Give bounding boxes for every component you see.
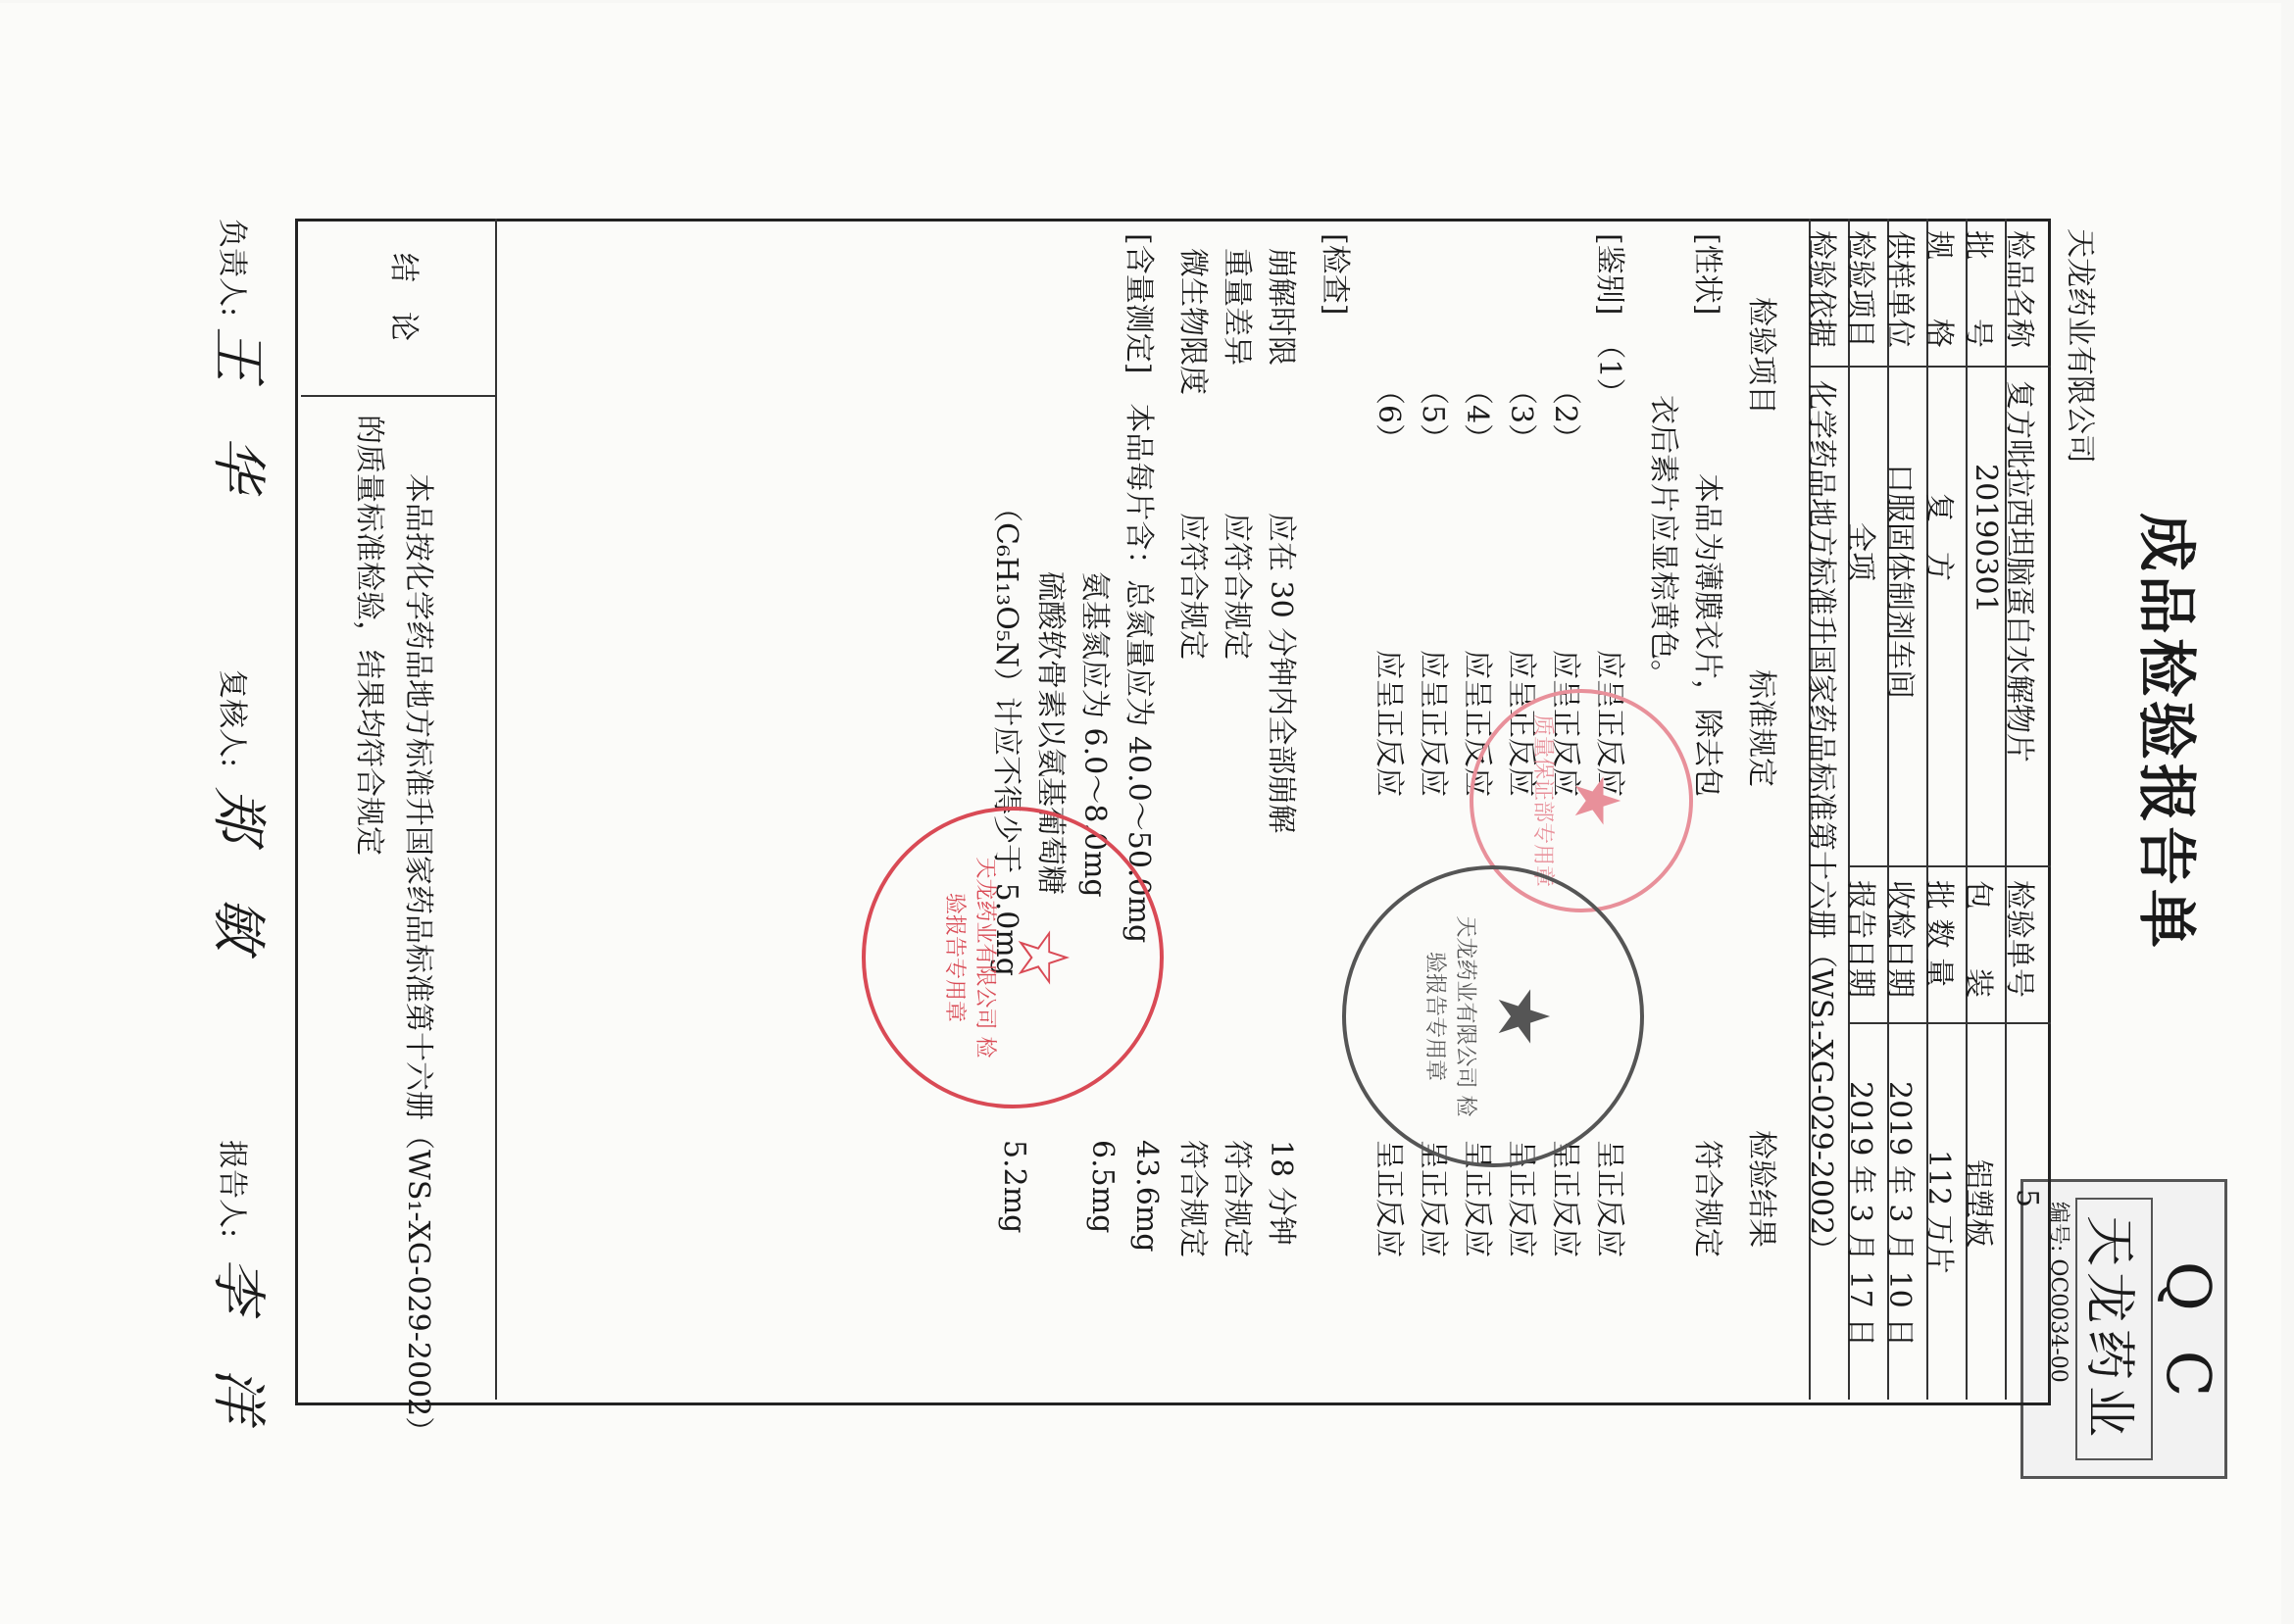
gray-seal-text: 天龙药业有限公司 检验报告专用章	[1422, 915, 1477, 1117]
table-row-standard: 应呈正反应	[1416, 650, 1450, 797]
conclusion-label: 结 论	[386, 253, 421, 341]
table-row-result: 呈正反应	[1371, 1140, 1406, 1257]
table-row-item: 微生物限度	[1175, 248, 1210, 395]
column-divider	[1850, 865, 2051, 867]
table-row-standard: 应在 30 分钟内全部崩解	[1264, 513, 1298, 834]
value-received-date: 2019 年 3 月 10 日	[1882, 1081, 1917, 1348]
table-row-standard: （C₆H₁₃O₅N）计应不得少于 5.0mg	[989, 493, 1023, 976]
table-row-item: [鉴别] （1）	[1592, 233, 1626, 408]
value-report-number: 5	[2010, 1189, 2044, 1208]
table-row-result: 5.2mg	[997, 1140, 1031, 1234]
responsible-label: 负责人:	[215, 219, 249, 318]
qc-stamp-company: 天龙药业	[2075, 1198, 2153, 1460]
value-batch: 20190301	[1969, 464, 2003, 614]
table-row-item: [检查]	[1318, 233, 1352, 316]
star-icon: ★	[1560, 772, 1633, 829]
col-header-standard: 标准规定	[1744, 669, 1778, 787]
reviewer-signature: 郑 敏	[206, 787, 270, 952]
value-basis: 化学药品地方标准升国家药品标准第十六册（WS₁-XG-029-2002）	[1804, 380, 1838, 1265]
value-product-name: 复方吡拉西坦脑蛋白水解物片	[2002, 380, 2036, 763]
qc-stamp	[2020, 1179, 2227, 1479]
table-row-standard: 应呈正反应	[1548, 650, 1582, 797]
star-icon: ★	[1482, 984, 1565, 1049]
table-row-result: 呈正反应	[1548, 1140, 1582, 1257]
column-divider	[1850, 1022, 2051, 1024]
table-row-item: [性状]	[1690, 233, 1724, 316]
value-spec: 复 方	[1921, 493, 1956, 581]
label-product-name: 检品名称	[2002, 230, 2036, 348]
label-inspection-items: 检验项目	[1843, 230, 1877, 348]
label-supplier: 供样单位	[1882, 230, 1917, 348]
value-inspection-items: 全项	[1843, 522, 1877, 581]
table-row-result: 6.5mg	[1085, 1140, 1120, 1234]
table-row-result: 43.6mg	[1129, 1140, 1164, 1253]
company-name: 天龙药业有限公司	[2063, 228, 2097, 464]
qc-stamp-text: QC	[2153, 1260, 2224, 1437]
table-row-standard: 应呈正反应	[1371, 650, 1406, 797]
reporter-signature: 李 洋	[206, 1257, 270, 1422]
report-title: 成品检验报告单	[2131, 513, 2200, 952]
report-frame	[295, 219, 2051, 1405]
table-row-standard: 氨基氮应为 6.0～8.0mg	[1077, 571, 1112, 898]
value-supplier: 口服固体制剂车间	[1882, 464, 1917, 699]
table-row-item: （2）	[1548, 375, 1582, 454]
report-document	[0, 3, 2281, 1624]
label-batch: 批 号	[1961, 230, 1995, 348]
table-row-result: 符合规定	[1175, 1140, 1210, 1257]
table-row-standard: 衣后素片应显棕黄色。	[1646, 395, 1680, 689]
table-row-standard: 应符合规定	[1220, 513, 1254, 660]
conclusion-column-divider	[301, 395, 497, 397]
label-packaging: 包 装	[1961, 880, 1995, 998]
value-batch-quantity: 112 万片	[1921, 1150, 1956, 1274]
value-report-date: 2019 年 3 月 17 日	[1843, 1081, 1877, 1348]
label-basis: 检验依据	[1804, 230, 1838, 348]
col-header-result: 检验结果	[1744, 1130, 1778, 1248]
table-row-item: （4）	[1460, 375, 1494, 454]
value-packaging: 铝塑板	[1961, 1159, 1995, 1248]
label-report-date: 报告日期	[1843, 880, 1877, 998]
table-row-result: 18 分钟	[1264, 1140, 1298, 1246]
star-icon: ☆	[1002, 925, 1084, 990]
table-row-result: 呈正反应	[1416, 1140, 1450, 1257]
table-row-item: [含量测定] 本品每片含：总氮量应为 40.0～50.0mg	[1122, 233, 1156, 944]
table-row-result: 符合规定	[1220, 1140, 1254, 1257]
col-header-item: 检验项目	[1744, 297, 1778, 415]
column-divider	[1811, 366, 2051, 368]
qc-stamp-number: 编号: QC0034-00	[2046, 1202, 2070, 1383]
table-row-standard: 应呈正反应	[1504, 650, 1538, 797]
pink-seal-text: 质量保证部专用章	[1530, 714, 1556, 887]
table-row-result: 呈正反应	[1592, 1140, 1626, 1257]
red-seal	[862, 807, 1164, 1108]
table-row-item: （3）	[1504, 375, 1538, 454]
table-row-result: 呈正反应	[1504, 1140, 1538, 1257]
conclusion-line2: 的质量标准检验，结果均符合规定	[352, 415, 386, 856]
table-row-result: 呈正反应	[1460, 1140, 1494, 1257]
red-seal-text: 天龙药业有限公司 检验报告专用章	[942, 857, 997, 1058]
gray-seal	[1342, 865, 1644, 1167]
table-row-standard: 本品为薄膜衣片，除去包	[1690, 473, 1724, 797]
table-row-standard: 应呈正反应	[1460, 650, 1494, 797]
responsible-signature: 王 华	[206, 326, 270, 491]
label-report-number: 检验单号	[2002, 880, 2036, 998]
table-row-standard: 硫酸软骨素以氨基葡萄糖	[1033, 571, 1068, 895]
table-row-result: 符合规定	[1690, 1140, 1724, 1257]
label-received-date: 收检日期	[1882, 880, 1917, 998]
table-row-item: 崩解时限	[1264, 248, 1298, 366]
table-row-item: 重量差异	[1220, 248, 1254, 366]
label-batch-quantity: 批 数 量	[1921, 880, 1956, 988]
conclusion-line1: 本品按化学药品地方标准升国家药品标准第十六册（WS₁-XG-029-2002）	[401, 473, 435, 1447]
table-row-item: （5）	[1416, 375, 1450, 454]
label-spec: 规 格	[1921, 230, 1956, 348]
reporter-label: 报告人:	[215, 1140, 249, 1239]
reviewer-label: 复核人:	[215, 669, 249, 768]
table-row-item: （6）	[1371, 375, 1406, 454]
table-row-standard: 应呈正反应	[1592, 650, 1626, 797]
table-row-standard: 应符合规定	[1175, 513, 1210, 660]
